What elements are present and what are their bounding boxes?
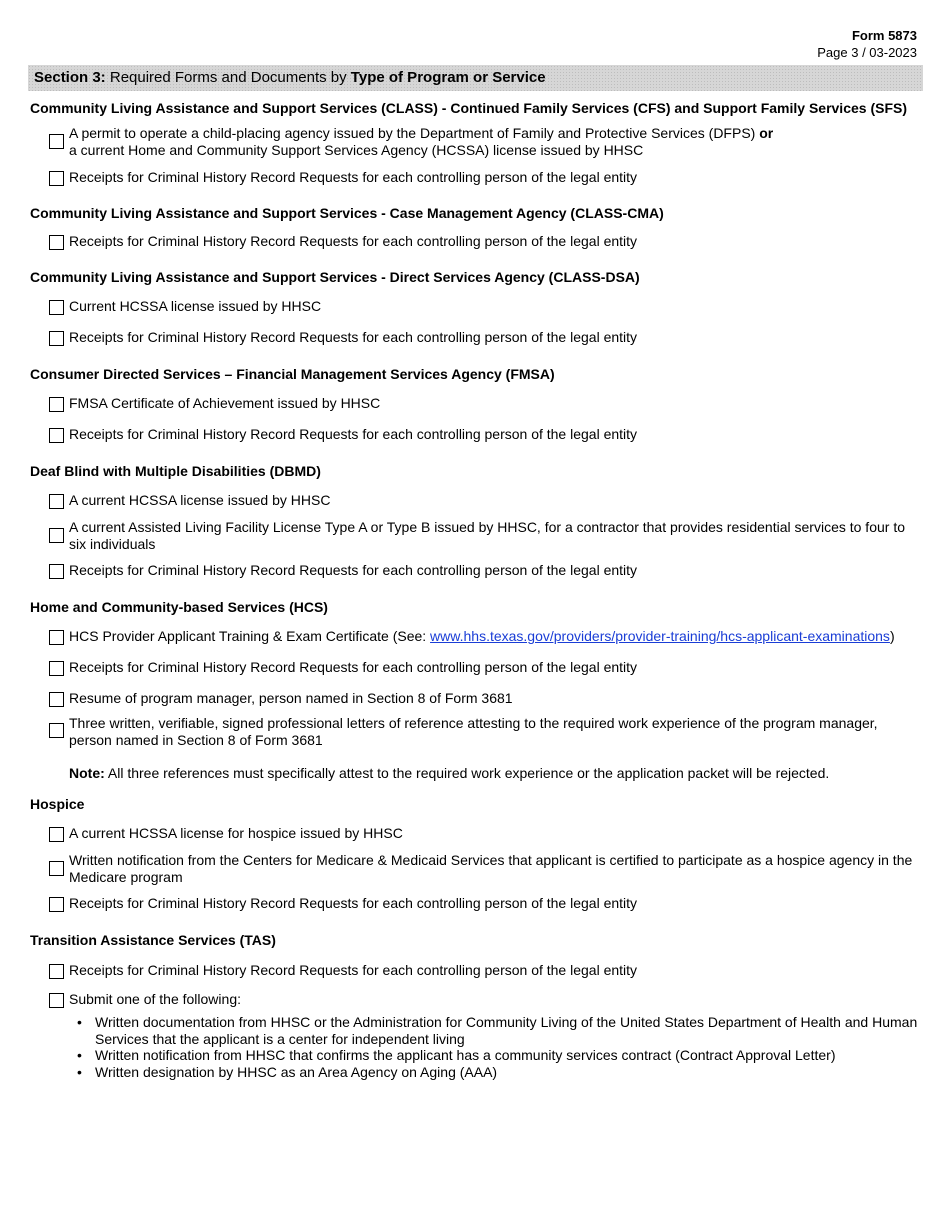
checklist-item — [49, 562, 917, 579]
item-text: Three written, verifiable, signed professional letters of reference attesting to the required work experience of the program manager, person named in Section 8 of Form 3681 — [69, 715, 878, 748]
checkbox[interactable] — [49, 397, 64, 412]
checklist-item — [49, 690, 917, 707]
item-text-close: ) — [889, 628, 895, 644]
checkbox[interactable] — [49, 964, 64, 979]
group-title-tas: Transition Assistance Services (TAS) — [30, 932, 276, 948]
note-text: All three references must specifically attest to the required work experience or the application packet will be rejected. — [104, 765, 830, 781]
checkbox[interactable] — [49, 134, 64, 149]
group-title-hcs: Home and Community-based Services (HCS) — [30, 599, 328, 615]
item-text: A current HCSSA license for hospice issued by HHSC — [69, 825, 403, 841]
page-info: Page 3 / 03-2023 — [817, 45, 917, 60]
list-item: • Written notification from HHSC that confirms the applicant has a community services contract (Contract Approval Letter) — [69, 1047, 920, 1064]
checklist-item — [49, 329, 917, 346]
checkbox[interactable] — [49, 661, 64, 676]
hcs-note — [69, 765, 829, 781]
checkbox[interactable] — [49, 861, 64, 876]
list-item: • Written documentation from HHSC or the Administration for Community Living of the United States Department of Health and Human Services that the applicant is a center for independent living — [69, 1014, 920, 1047]
item-text: A current HCSSA license issued by HHSC — [69, 492, 331, 508]
checklist-item — [49, 492, 917, 509]
checklist-item — [49, 395, 917, 412]
item-text: Receipts for Criminal History Record Requests for each controlling person of the legal entity — [69, 562, 638, 578]
section-header — [28, 65, 923, 91]
section-bold-text: Type of Program or Service — [350, 69, 546, 86]
item-text: Receipts for Criminal History Record Requests for each controlling person of the legal entity — [69, 426, 638, 442]
checklist-item — [49, 991, 917, 1008]
checkbox[interactable] — [49, 331, 64, 346]
note-label: Note: — [69, 765, 105, 781]
item-text: FMSA Certificate of Achievement issued by HHSC — [69, 395, 381, 411]
checkbox[interactable] — [49, 494, 64, 509]
checkbox[interactable] — [49, 993, 64, 1008]
checklist-item — [49, 715, 917, 748]
checklist-item — [49, 169, 917, 186]
group-title-class-cma: Community Living Assistance and Support Services - Case Management Agency (CLASS-CMA) — [30, 205, 664, 221]
checklist-item — [49, 628, 917, 645]
item-text: A current Assisted Living Facility License Type A or Type B issued by HHSC, for a contractor that provides residential services to four to six individuals — [69, 519, 905, 552]
checkbox[interactable] — [49, 897, 64, 912]
list-item: • Written designation by HHSC as an Area Agency on Aging (AAA) — [69, 1064, 920, 1081]
group-title-class-dsa: Community Living Assistance and Support Services - Direct Services Agency (CLASS-DSA) — [30, 269, 640, 285]
checklist-item — [49, 519, 917, 552]
item-text: HCS Provider Applicant Training & Exam Certificate (See: — [69, 628, 431, 644]
group-title-class-cfs-sfs: Community Living Assistance and Support Services (CLASS) - Continued Family Services (CFS) and Support Family Services (SFS) — [30, 100, 907, 116]
group-title-hospice: Hospice — [30, 796, 85, 812]
item-text: Receipts for Criminal History Record Requests for each controlling person of the legal entity — [69, 895, 638, 911]
checklist-item — [49, 852, 917, 885]
hcs-exam-link[interactable]: www.hhs.texas.gov/providers/provider-training/hcs-applicant-examinations — [430, 628, 890, 644]
group-title-fmsa: Consumer Directed Services – Financial Management Services Agency (FMSA) — [30, 366, 555, 382]
item-text: Receipts for Criminal History Record Requests for each controlling person of the legal entity — [69, 962, 638, 978]
checkbox[interactable] — [49, 428, 64, 443]
item-text: Resume of program manager, person named in Section 8 of Form 3681 — [69, 690, 513, 706]
item-text-or: or — [759, 125, 774, 141]
section-text: Required Forms and Documents by — [105, 69, 351, 86]
checklist-item — [49, 962, 917, 979]
section-label: Section 3: — [34, 69, 106, 86]
item-text: Receipts for Criminal History Record Requests for each controlling person of the legal entity — [69, 329, 638, 345]
item-text: Current HCSSA license issued by HHSC — [69, 298, 322, 314]
checkbox[interactable] — [49, 171, 64, 186]
item-text: Receipts for Criminal History Record Requests for each controlling person of the legal entity — [69, 659, 638, 675]
checklist-item — [49, 298, 917, 315]
checkbox[interactable] — [49, 528, 64, 543]
item-text: Submit one of the following: — [69, 991, 241, 1007]
item-text: Receipts for Criminal History Record Requests for each controlling person of the legal entity — [69, 233, 638, 249]
tas-options-list — [69, 1014, 920, 1080]
checkbox[interactable] — [49, 564, 64, 579]
item-text: Written notification from the Centers for Medicare & Medicaid Services that applicant is certified to participate as a hospice agency in the Medicare program — [69, 852, 913, 885]
checkbox[interactable] — [49, 827, 64, 842]
checkbox[interactable] — [49, 723, 64, 738]
form-number: Form 5873 — [851, 28, 917, 43]
item-text: Receipts for Criminal History Record Requests for each controlling person of the legal entity — [69, 169, 638, 185]
checklist-item — [49, 659, 917, 676]
checklist-item — [49, 426, 917, 443]
checklist-item — [49, 125, 917, 158]
checklist-item — [49, 233, 917, 250]
checklist-item — [49, 825, 917, 842]
item-text: a current Home and Community Support Services Agency (HCSSA) license issued by HHSC — [69, 141, 644, 158]
checkbox[interactable] — [49, 692, 64, 707]
group-title-dbmd: Deaf Blind with Multiple Disabilities (DBMD) — [30, 463, 321, 479]
checklist-item — [49, 895, 917, 912]
checkbox[interactable] — [49, 235, 64, 250]
form-header — [817, 27, 917, 61]
checkbox[interactable] — [49, 630, 64, 645]
item-text: A permit to operate a child-placing agency issued by the Department of Family and Protective Services (DFPS) — [69, 125, 760, 141]
checkbox[interactable] — [49, 300, 64, 315]
